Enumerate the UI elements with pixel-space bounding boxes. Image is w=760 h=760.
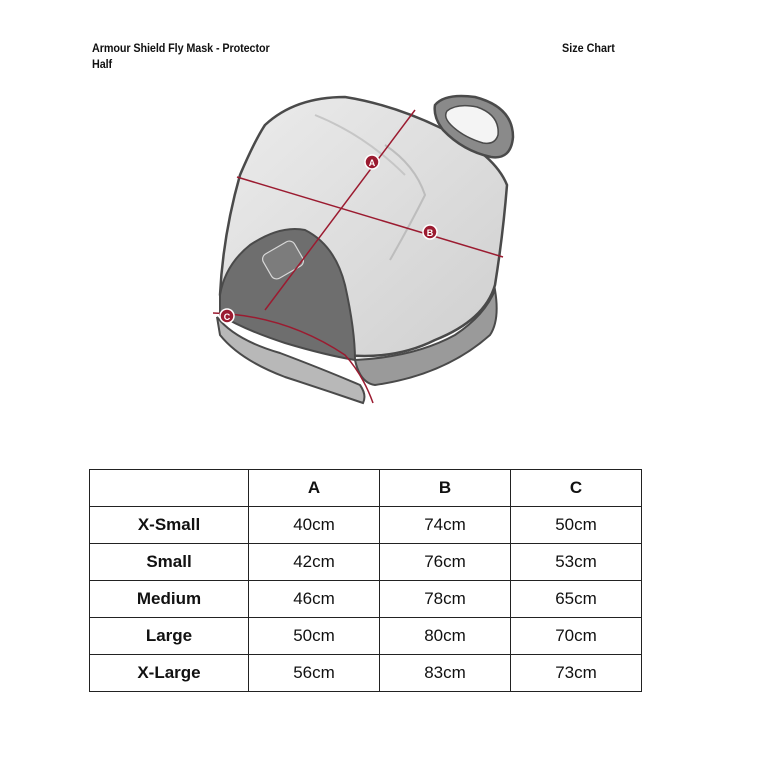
table-cell: 76cm bbox=[380, 544, 511, 581]
table-header-row bbox=[90, 470, 642, 507]
column-header-c: C bbox=[511, 470, 642, 507]
svg-text:C: C bbox=[223, 312, 231, 322]
product-title-line1: Armour Shield Fly Mask - Protector bbox=[92, 41, 270, 55]
table-cell: 73cm bbox=[511, 655, 642, 692]
row-size-label: Medium bbox=[90, 581, 249, 618]
table-cell: 78cm bbox=[380, 581, 511, 618]
table-cell: 70cm bbox=[511, 618, 642, 655]
table-cell: 65cm bbox=[511, 581, 642, 618]
table-row bbox=[90, 618, 642, 655]
table-cell: 83cm bbox=[380, 655, 511, 692]
table-cell: 56cm bbox=[249, 655, 380, 692]
size-chart-heading: Size Chart bbox=[562, 41, 615, 55]
table-corner-cell bbox=[90, 470, 249, 507]
table-cell: 40cm bbox=[249, 507, 380, 544]
table-cell: 42cm bbox=[249, 544, 380, 581]
table-cell: 80cm bbox=[380, 618, 511, 655]
row-size-label: X-Large bbox=[90, 655, 249, 692]
table-row bbox=[90, 655, 642, 692]
table-cell: 53cm bbox=[511, 544, 642, 581]
svg-text:A: A bbox=[368, 158, 376, 168]
table-row bbox=[90, 581, 642, 618]
row-size-label: X-Small bbox=[90, 507, 249, 544]
table-cell: 50cm bbox=[249, 618, 380, 655]
table-cell: 50cm bbox=[511, 507, 642, 544]
table-row bbox=[90, 544, 642, 581]
column-header-a: A bbox=[249, 470, 380, 507]
product-title-line2: Half bbox=[92, 57, 113, 71]
table-cell: 46cm bbox=[249, 581, 380, 618]
svg-text:B: B bbox=[426, 228, 434, 238]
row-size-label: Large bbox=[90, 618, 249, 655]
product-title bbox=[92, 40, 270, 72]
table-cell: 74cm bbox=[380, 507, 511, 544]
table-row bbox=[90, 507, 642, 544]
column-header-b: B bbox=[380, 470, 511, 507]
size-table bbox=[89, 469, 642, 692]
fly-mask-diagram bbox=[195, 85, 525, 410]
row-size-label: Small bbox=[90, 544, 249, 581]
